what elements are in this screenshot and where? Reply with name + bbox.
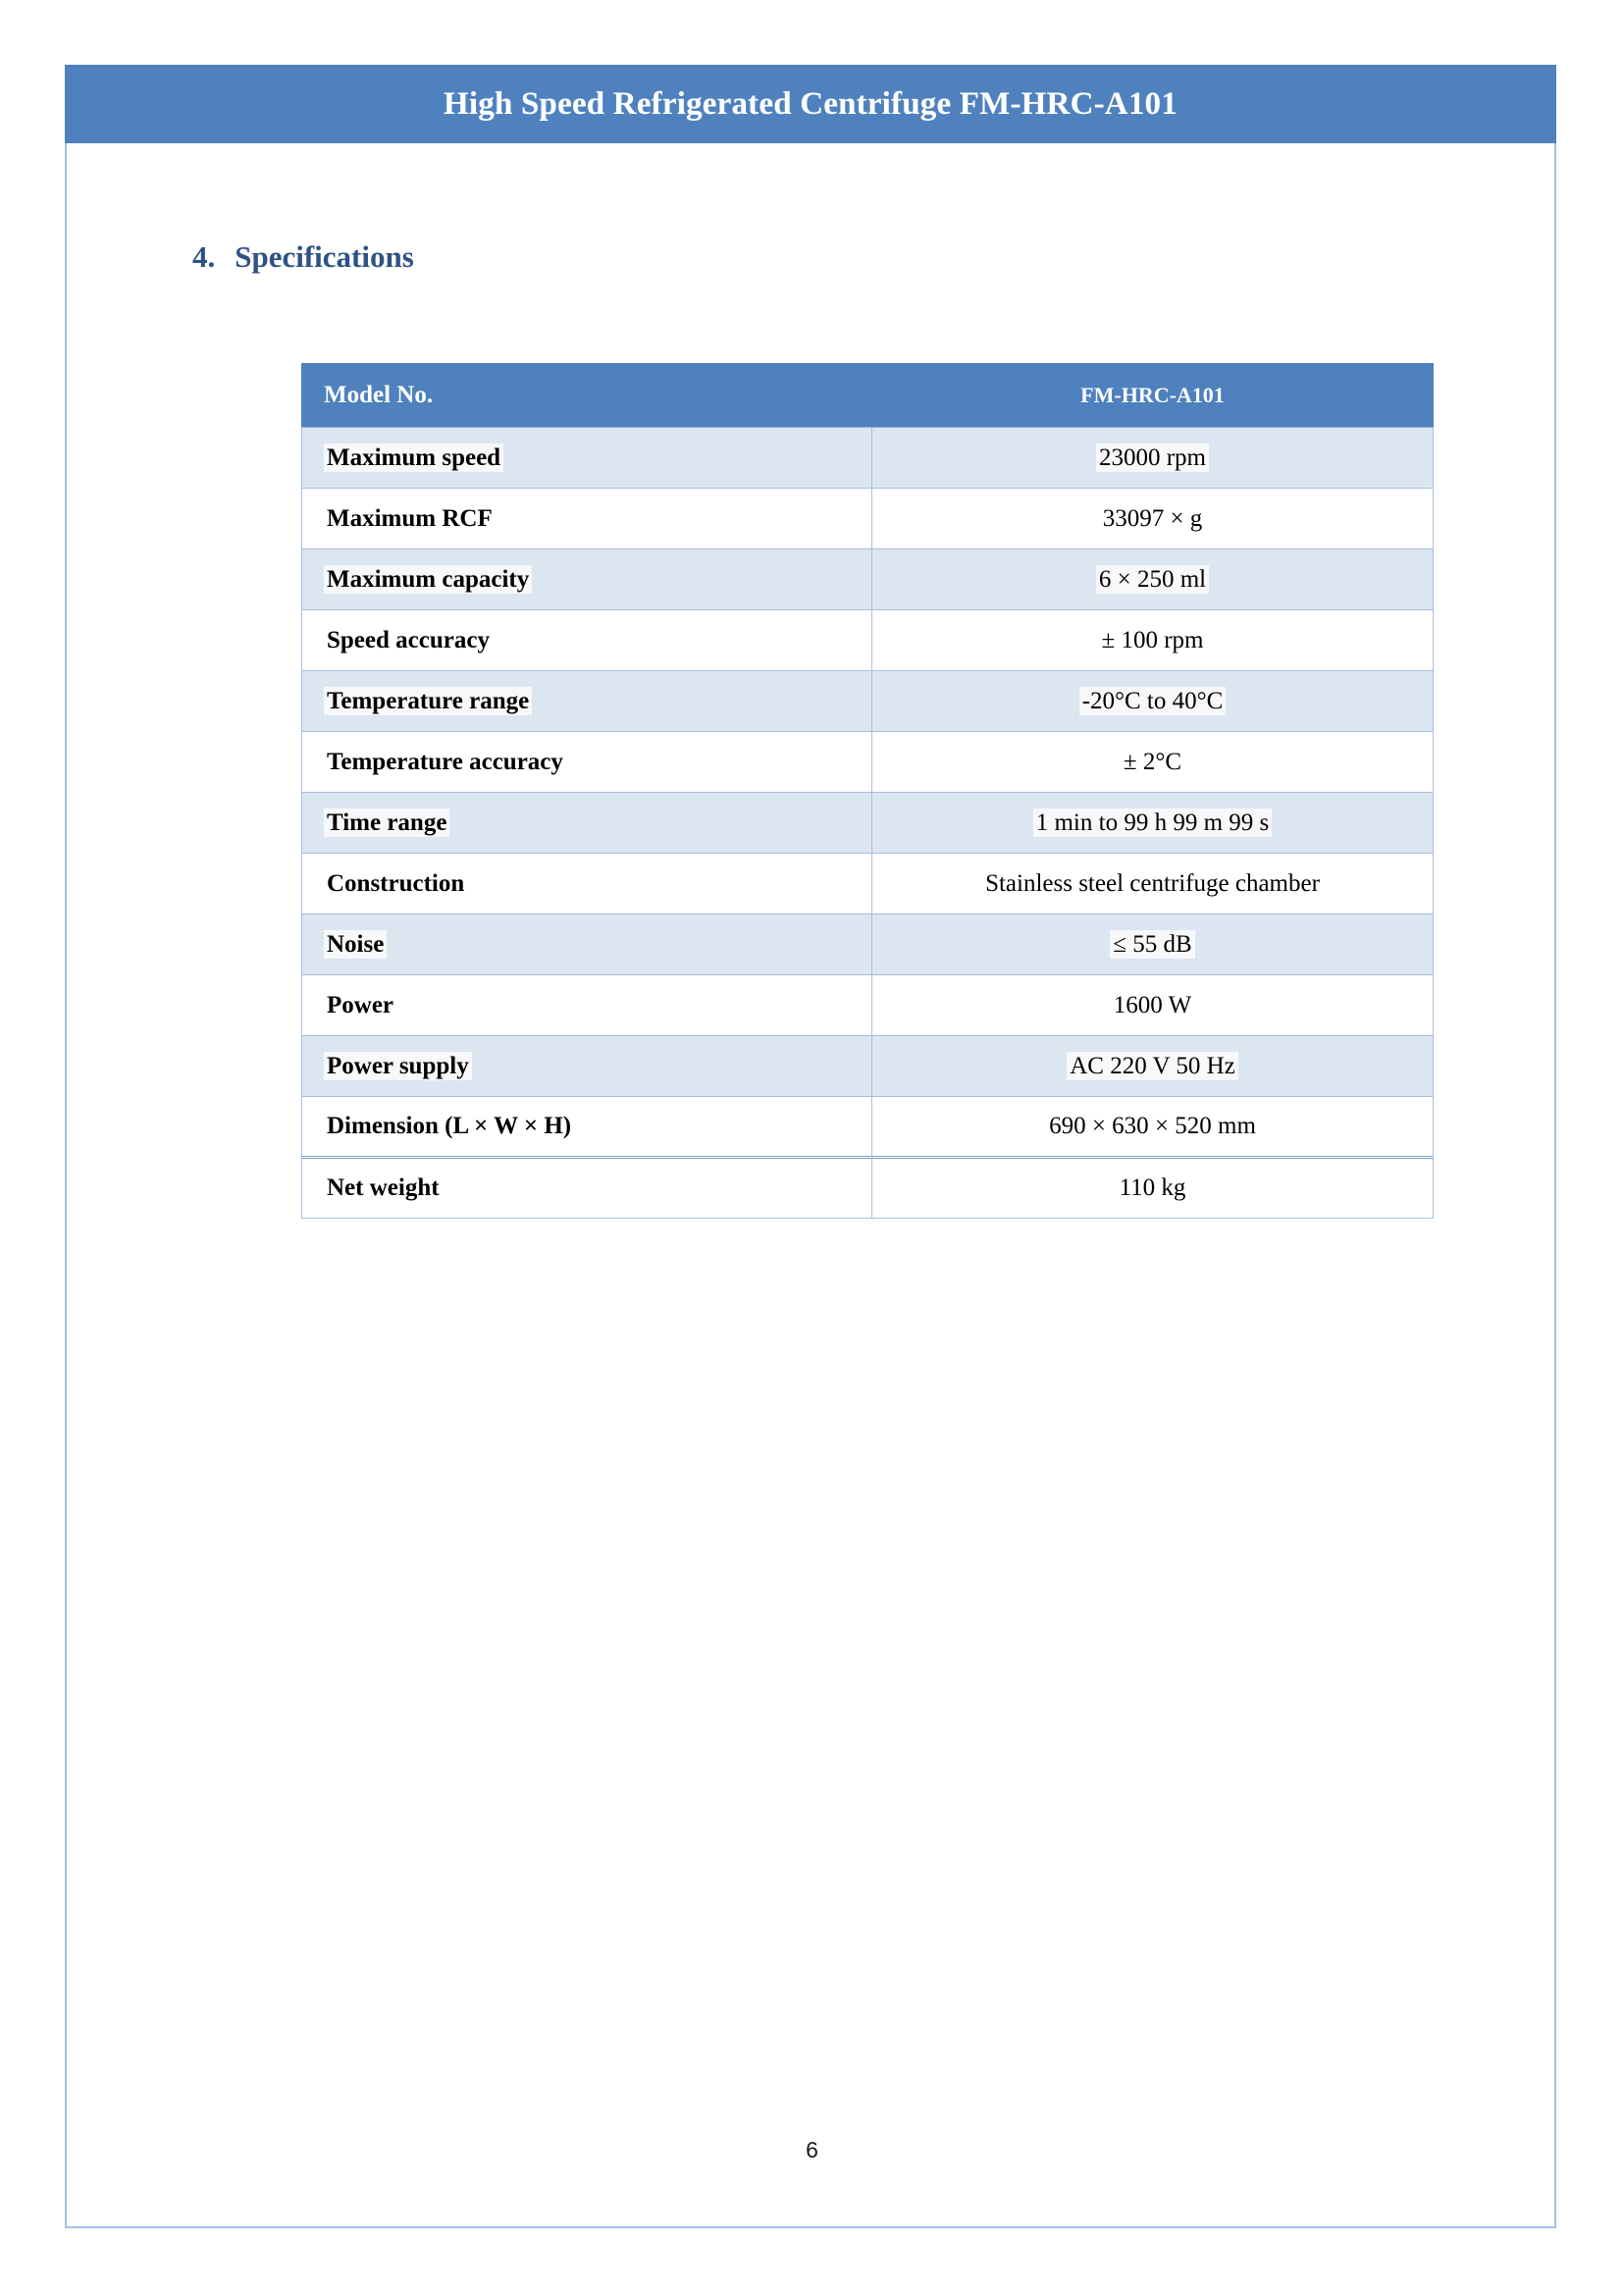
spec-value bbox=[872, 428, 1434, 489]
spec-value-text: ± 100 rpm bbox=[1101, 626, 1204, 653]
document-title-banner bbox=[65, 65, 1556, 143]
specifications-table-body bbox=[302, 428, 1434, 1219]
spec-value-text: 23000 rpm bbox=[1096, 443, 1209, 472]
spec-label bbox=[302, 1036, 872, 1097]
spec-label-text: Power bbox=[327, 991, 394, 1018]
table-row bbox=[302, 428, 1434, 489]
table-row bbox=[302, 793, 1434, 854]
spec-value-text: 690 × 630 × 520 mm bbox=[1049, 1113, 1256, 1139]
spec-value bbox=[872, 793, 1434, 854]
spec-value-text: 1600 W bbox=[1113, 991, 1192, 1018]
spec-label-text: Net weight bbox=[327, 1174, 440, 1201]
page-title: Specifications bbox=[235, 239, 414, 274]
spec-label-text: Noise bbox=[324, 930, 387, 959]
spec-label bbox=[302, 975, 872, 1036]
spec-label-text: Maximum speed bbox=[324, 443, 503, 472]
column-header-model-no: Model No. bbox=[302, 364, 872, 428]
table-row bbox=[302, 489, 1434, 549]
column-header-model-value: FM-HRC-A101 bbox=[872, 364, 1434, 428]
spec-value-text: Stainless steel centrifuge chamber bbox=[985, 869, 1320, 897]
spec-label-text: Time range bbox=[324, 808, 449, 837]
spec-label bbox=[302, 549, 872, 610]
table-header-row bbox=[302, 364, 1434, 428]
table-row bbox=[302, 1158, 1434, 1219]
table-row bbox=[302, 671, 1434, 732]
spec-label bbox=[302, 793, 872, 854]
table-row bbox=[302, 1097, 1434, 1158]
spec-label bbox=[302, 428, 872, 489]
spec-value bbox=[872, 1158, 1434, 1219]
spec-value-text: -20°C to 40°C bbox=[1079, 687, 1227, 715]
spec-label-text: Temperature range bbox=[324, 687, 532, 715]
table-row bbox=[302, 549, 1434, 610]
spec-label bbox=[302, 914, 872, 975]
spec-label bbox=[302, 610, 872, 671]
spec-value bbox=[872, 914, 1434, 975]
table-row bbox=[302, 732, 1434, 793]
specifications-table bbox=[301, 363, 1434, 1219]
spec-label bbox=[302, 732, 872, 793]
section-number: 4. bbox=[192, 239, 216, 274]
spec-value bbox=[872, 549, 1434, 610]
spec-value bbox=[872, 975, 1434, 1036]
spec-value-text: 6 × 250 ml bbox=[1096, 565, 1209, 594]
spec-value-text: 1 min to 99 h 99 m 99 s bbox=[1033, 808, 1273, 837]
spec-value-text: ≤ 55 dB bbox=[1110, 930, 1194, 959]
spec-value bbox=[872, 610, 1434, 671]
spec-value bbox=[872, 489, 1434, 549]
spec-value bbox=[872, 854, 1434, 914]
table-row bbox=[302, 914, 1434, 975]
document-title: High Speed Refrigerated Centrifuge FM-HRC-A101 bbox=[444, 85, 1178, 122]
spec-label bbox=[302, 1158, 872, 1219]
spec-label-text: Speed accuracy bbox=[327, 626, 490, 653]
table-row bbox=[302, 610, 1434, 671]
table-row bbox=[302, 975, 1434, 1036]
spec-value bbox=[872, 732, 1434, 793]
spec-label bbox=[302, 854, 872, 914]
spec-value-text: ± 2°C bbox=[1123, 748, 1182, 775]
spec-label-text: Power supply bbox=[324, 1052, 472, 1080]
section-heading bbox=[192, 239, 414, 275]
spec-label-text: Maximum capacity bbox=[324, 565, 532, 594]
spec-value bbox=[872, 1097, 1434, 1158]
spec-label bbox=[302, 1097, 872, 1158]
spec-value-text: 33097 × g bbox=[1102, 504, 1203, 532]
spec-label-text: Construction bbox=[327, 869, 465, 897]
table-row bbox=[302, 854, 1434, 914]
spec-label bbox=[302, 489, 872, 549]
spec-value bbox=[872, 1036, 1434, 1097]
spec-value bbox=[872, 671, 1434, 732]
spec-label bbox=[302, 671, 872, 732]
spec-label-text: Maximum RCF bbox=[327, 504, 493, 532]
spec-value-text: 110 kg bbox=[1119, 1174, 1186, 1201]
table-row bbox=[302, 1036, 1434, 1097]
spec-label-text: Temperature accuracy bbox=[327, 748, 563, 775]
page-number: 6 bbox=[806, 2137, 818, 2163]
spec-value-text: AC 220 V 50 Hz bbox=[1067, 1052, 1238, 1080]
spec-label-text: Dimension (L × W × H) bbox=[327, 1113, 572, 1139]
